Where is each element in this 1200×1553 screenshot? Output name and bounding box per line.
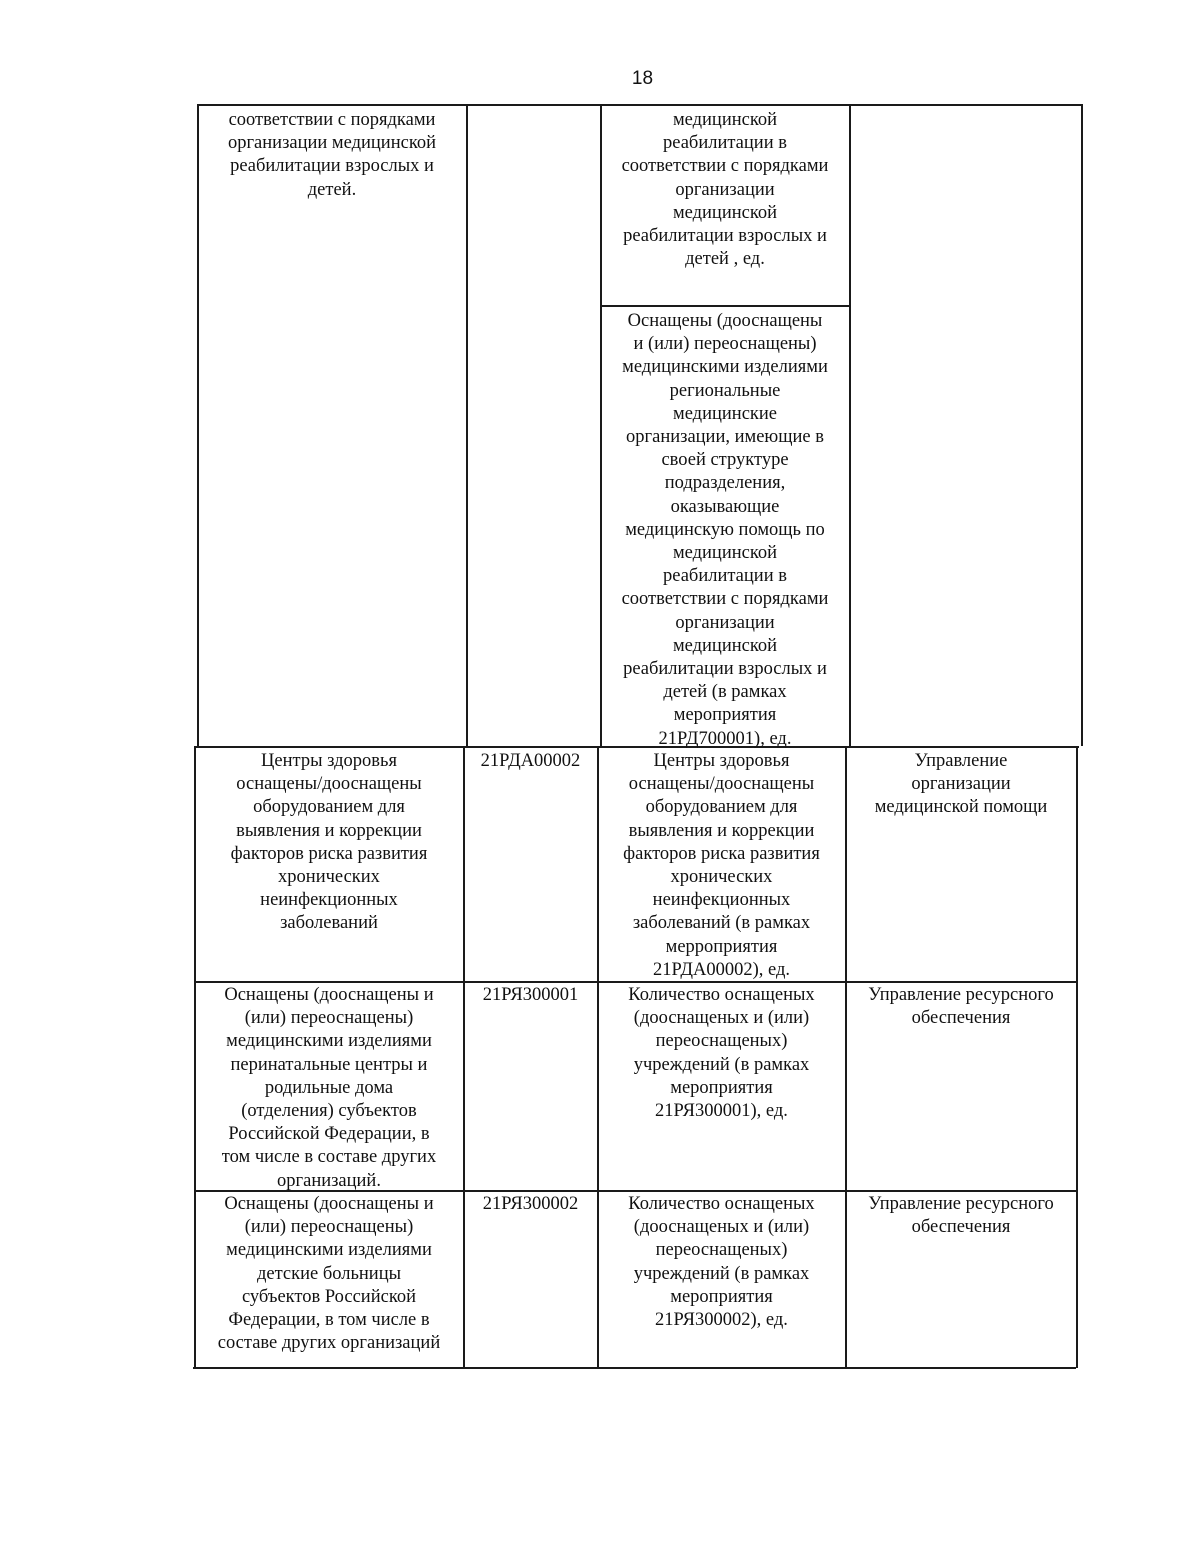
column-divider	[849, 104, 851, 746]
responsible-cell: Управление ресурсного обеспечения	[868, 1194, 1054, 1238]
code-cell: 21РДА00002	[480, 751, 581, 771]
table-bottom-border	[193, 1367, 1076, 1369]
column-divider	[463, 746, 465, 1368]
result-cell: Оснащены (дооснащены и (или) переоснащены) медицинскими изделиями детские больницы субъектов Российской Федерации, в том числе в составе других организаций	[217, 1194, 441, 1354]
column-divider	[845, 746, 847, 1368]
result-cell: Оснащены (дооснащены и (или) переоснащены) медицинскими изделиями перинатальные центры и родильные дома (отделения) субъектов Российской Федерации, в том числе в составе других организаций.	[221, 985, 437, 1191]
table-right-border	[1081, 104, 1083, 746]
code-cell: 21РЯ300002	[482, 1194, 579, 1214]
indicator-divider	[600, 305, 850, 307]
table-top-border	[198, 104, 1083, 106]
result-cell: Центры здоровья оснащены/дооснащены оборудованием для выявления и коррекции факторов риска развития хронических неинфекционных заболеваний	[230, 751, 428, 934]
responsible-cell: Управление ресурсного обеспечения	[868, 985, 1054, 1029]
code-cell: 21РЯ300001	[482, 985, 579, 1005]
indicator-cell: Оснащены (дооснащены и (или) переоснащены) медицинскими изделиями региональные медицинские организации, имеющие в своей структуре подразделения, оказывающие медицинскую помощь по медицинской реабилитации в соответствии с порядками организации медицинской реабилитации взрослых и детей (в рамках мероприятия 21РД700001), ед.	[621, 311, 829, 749]
column-divider	[466, 104, 468, 746]
indicator-cell: Центры здоровья оснащены/дооснащены оборудованием для выявления и коррекции факторов риска развития хронических неинфекционных заболеваний (в рамках мерроприятия 21РДА00002), ед.	[623, 751, 820, 980]
page-number: 18	[631, 68, 654, 89]
indicator-cell: медицинской реабилитации в соответствии с порядками организации медицинской реабилитации взрослых и детей , ед.	[621, 110, 829, 270]
result-cell: соответствии с порядками организации медицинской реабилитации взрослых и детей.	[227, 110, 437, 200]
responsible-cell: Управление организации медицинской помощи	[874, 751, 1048, 818]
indicator-cell: Количество оснащеных (дооснащеных и (или) переоснащеных) учреждений (в рамках мероприятия 21РЯ300002), ед.	[628, 1194, 815, 1331]
indicator-cell: Количество оснащеных (дооснащеных и (или) переоснащеных) учреждений (в рамках мероприятия 21РЯ300001), ед.	[628, 985, 815, 1122]
table-right-border	[1076, 746, 1078, 1368]
